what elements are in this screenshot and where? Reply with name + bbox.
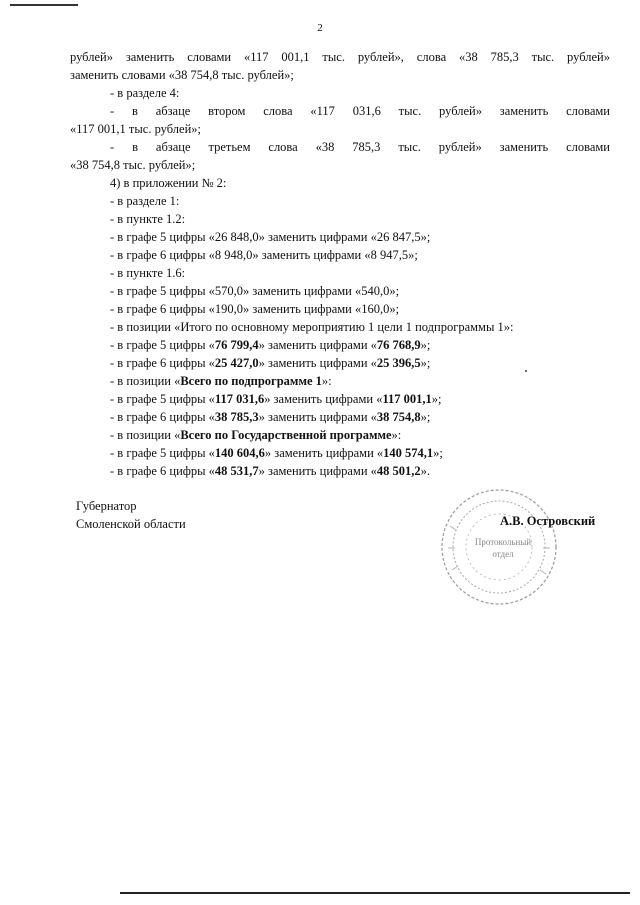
text-line (70, 372, 610, 390)
seal-inner-text (468, 536, 538, 560)
old-value: 117 031,6 (214, 392, 265, 406)
text-span: »: (321, 374, 332, 388)
text-line (70, 390, 610, 408)
text-line: - в графе 6 цифры «190,0» заменить цифрами «160,0»; (110, 302, 400, 316)
old-value: 38 785,3 (214, 410, 259, 424)
text-span: - в графе 6 цифры « (110, 410, 215, 424)
new-value: 76 768,9 (376, 338, 421, 352)
seal-inner-line: отдел (492, 549, 514, 559)
text-line: - в абзаце втором слова «117 031,6 тыс. рублей» заменить словами (110, 104, 610, 118)
text-span: »; (420, 410, 431, 424)
text-span: - в графе 5 цифры « (110, 338, 215, 352)
text-line (70, 426, 610, 444)
scan-mark (525, 370, 527, 372)
text-line: рублей» заменить словами «117 001,1 тыс. рублей», слова «38 785,3 тыс. рублей» (70, 50, 610, 64)
old-value: 76 799,4 (214, 338, 259, 352)
signatory-region: Смоленской области (76, 517, 186, 531)
text-line: 4) в приложении № 2: (110, 176, 227, 190)
text-line (70, 408, 610, 426)
text-span: ». (420, 464, 431, 478)
position-name: Всего по подпрограмме 1 (180, 374, 322, 388)
seal-inner-line: Протокольный (474, 537, 532, 547)
bottom-rule (120, 892, 630, 894)
new-value: 38 754,8 (376, 410, 421, 424)
text-line (70, 444, 610, 462)
text-span: » заменить цифрами « (258, 356, 377, 370)
top-rule (10, 4, 78, 6)
text-span: »; (433, 446, 443, 460)
text-line: - в пункте 1.6: (110, 266, 186, 280)
text-line: - в пункте 1.2: (110, 212, 186, 226)
text-line: - в графе 5 цифры «26 848,0» заменить цифрами «26 847,5»; (110, 230, 431, 244)
text-line (70, 336, 610, 354)
text-line: «117 001,1 тыс. рублей»; (70, 122, 201, 136)
signatory-name: А.В. Островский (500, 514, 596, 528)
signatory-title (76, 497, 186, 533)
text-span: - в графе 6 цифры « (110, 464, 215, 478)
text-line: - в разделе 4: (110, 86, 180, 100)
text-line: - в графе 6 цифры «8 948,0» заменить цифрами «8 947,5»; (110, 248, 418, 262)
page-number: 2 (317, 22, 323, 34)
text-span: - в графе 5 цифры « (110, 392, 215, 406)
text-span: » заменить цифрами « (264, 446, 384, 460)
new-value: 48 501,2 (376, 464, 421, 478)
text-line (70, 354, 610, 372)
new-value: 140 574,1 (383, 446, 434, 460)
text-span: - в графе 6 цифры « (110, 356, 215, 370)
text-span: » заменить цифрами « (258, 410, 377, 424)
text-line: - в графе 5 цифры «570,0» заменить цифрами «540,0»; (110, 284, 400, 298)
signatory-position: Губернатор (76, 499, 137, 513)
old-value: 25 427,0 (214, 356, 259, 370)
new-value: 25 396,5 (376, 356, 421, 370)
text-line: - в разделе 1: (110, 194, 180, 208)
text-span: »; (420, 356, 431, 370)
old-value: 48 531,7 (214, 464, 259, 478)
text-span: »; (431, 392, 442, 406)
text-line (70, 462, 610, 480)
text-span: »: (391, 428, 402, 442)
position-name: Всего по Государственной программе (180, 428, 392, 442)
text-line: заменить словами «38 754,8 тыс. рублей»; (70, 68, 294, 82)
text-line: «38 754,8 тыс. рублей»; (70, 158, 196, 172)
old-value: 140 604,6 (214, 446, 265, 460)
text-span: - в графе 5 цифры « (110, 446, 215, 460)
text-span: - в позиции « (110, 374, 181, 388)
text-span: » заменить цифрами « (258, 464, 377, 478)
document-body (70, 48, 610, 480)
new-value: 117 001,1 (382, 392, 432, 406)
text-span: » заменить цифрами « (258, 338, 377, 352)
text-span: » заменить цифрами « (264, 392, 383, 406)
text-line: - в позиции «Итого по основному мероприятию 1 цели 1 подпрограммы 1»: (110, 320, 514, 334)
text-span: »; (420, 338, 431, 352)
text-span: - в позиции « (110, 428, 181, 442)
text-line: - в абзаце третьем слова «38 785,3 тыс. рублей» заменить словами (110, 140, 610, 154)
